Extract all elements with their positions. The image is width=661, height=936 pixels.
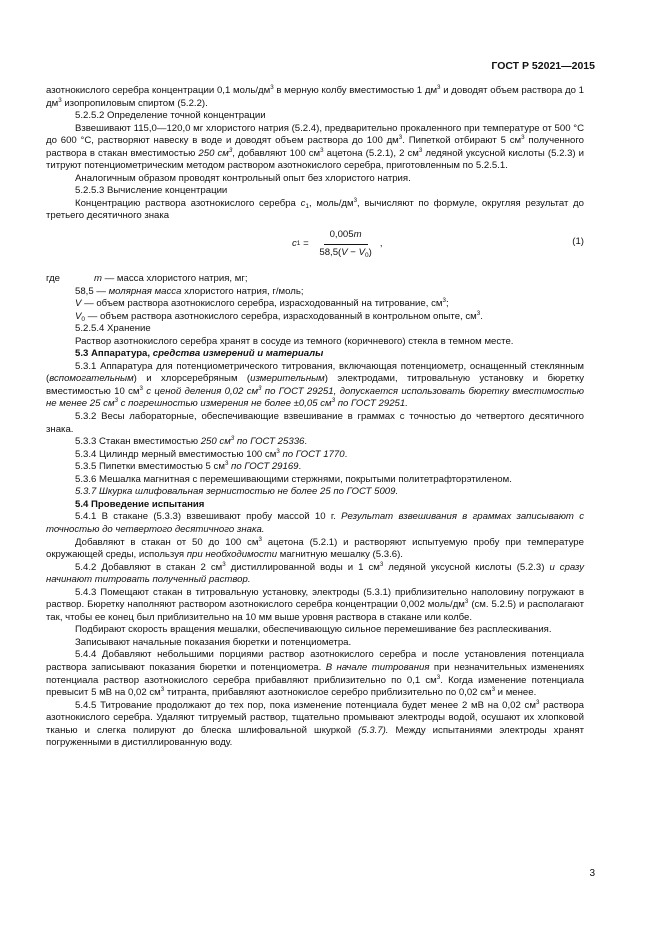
paragraph: 5.3.5 Пипетки вместимостью 5 $см^3$ по ГОСТ 29169. <box>75 460 302 473</box>
standard-header: ГОСТ Р 52021—2015 <box>491 60 595 72</box>
paragraph: Добавляют в стакан от 50 до 100 $см^3$ ацетона (5.2.1) и растворяют испытуемую пробу при температуре окружающей среды, используя при необходимости магнитную мешалку (5.3.6). <box>46 535 584 561</box>
paragraph: Взвешивают 115,0—120,0 мг хлористого натрия (5.2.4), предварительно прокаленного при температуре от 500 °С до 600 °С, растворяют навеску в воде и доводят объем раствора до 100 $дм^3$. Пипеткой отбирают 5 $см^3$ полученного раствора в стакан вместимостью 250 $см^3$, добавляют 100 $см^3$ ацетона (5.2.1), 2 $см^3$ ледяной уксусной кислоты (5.2.3) и титруют потенциометрическим методом раствором азотнокислого серебра, приготовленным по 5.2.5.1. <box>46 122 585 172</box>
paragraph: 5.4.3 Помещают стакан в титровальную установку, электроды (5.3.1) приблизительно наполовину погружают в раствор. Бюретку наполняют раствором азотнокислого серебра концентрации 0,002 моль/$дм^3$ (см. 5.2.5) и располагают так, чтобы ее конец был приблизительно на 10 мм выше уровня раствора в стакане или колбе. <box>46 586 585 623</box>
paragraph: Записывают начальные показания бюретки и потенциометра. <box>75 636 352 648</box>
paragraph: 5.3.3 Стакан вместимостью 250 $см^3$ по ГОСТ 25336. <box>75 435 308 448</box>
paragraph: 5.4.5 Титрование продолжают до тех пор, пока изменение потенциала будет менее 2 мВ на 0,02 $см^3$ раствора азотнокислого серебра. Удаляют титруемый раствор, тщательно промывают электроды водой, осушают их хлопковой тканью и слегка полируют до блеска шлифовальной шкуркой (5.3.7). Между испытаниями электроды хранят погруженными в дистиллированную воду. <box>46 698 584 749</box>
paragraph: 5.3.4 Цилиндр мерный вместимостью 100 $см^3$ по ГОСТ 1770. <box>75 447 348 460</box>
paragraph: 5.3.1 Аппаратура для потенциометрического титрования, включающая потенциометр, оснащенный стеклянным (вспомогательным) и хлорсеребряным (измерительным) электродами, титровальную установку и бюретку вместимостью 10 $см^3$ с ценой деления 0,02 $см^3$ по ГОСТ 29251, допускается использовать бюретку вместимостью не менее 25 $см^3$ с погрешностью измерения не более ±0,05 $см^3$ по ГОСТ 29251. <box>46 360 585 410</box>
paragraph: Концентрацию раствора азотнокислого серебра $с_1$, моль/$дм^3$, вычисляют по формуле, округляя результат до третьего десятичного знака <box>46 196 584 222</box>
paragraph: 5.4.4 Добавляют небольшими порциями раствор азотнокислого серебра и после установления потенциала раствора записывают показания бюретки и потенциометра. В начале титрования при незначительных изменениях потенциала раствор азотнокислого серебра прибавляют приблизительно по 0,1 $см^3$. Когда изменение потенциала превысит 5 мВ на 0,02 $см^3$ титранта, прибавляют азотнокислое серебро приблизительно по 0,02 $см^3$ и менее. <box>46 649 584 699</box>
paragraph: 5.3.6 Мешалка магнитная с перемешивающими стержнями, покрытыми политетрафторэтиленом. <box>75 473 512 485</box>
paragraph: 5.4.1 В стакане (5.3.3) взвешивают пробу массой 10 г. Результат взвешивания в граммах записывают с точностью до четвертого десятичного знака. <box>46 511 584 535</box>
formula-fraction: $\frac{0,005m}{58,5(V - V_0)}$ <box>319 229 372 259</box>
paragraph: Раствор азотнокислого серебра хранят в сосуде из темного (коричневого) стекла в темном месте. <box>75 335 514 347</box>
formula-1 <box>46 227 584 267</box>
formula-expression: c 1 = $\frac{0,005m}{58,5(V - V_0)}$ , <box>292 229 383 259</box>
definitions-where: где m — масса хлористого натрия, мг; <box>46 273 248 285</box>
paragraph: азотнокислого серебра концентрации 0,1 моль/$дм^3$ в мерную колбу вместимостью 1 $дм^3$ и доводят объем раствора до 1 $дм^3$ изопропиловым спиртом (5.2.2). <box>46 84 584 109</box>
document-body <box>46 85 584 750</box>
paragraph: 5.4.2 Добавляют в стакан 2 $см^3$ дистиллированной воды и 1 $см^3$ ледяной уксусной кислоты (5.2.3) и сразу начинают титровать полученный раствор. <box>46 560 584 586</box>
definition-item: $V_0$ — объем раствора азотнокислого серебра, израсходованный в контрольном опыте, $см^3$. <box>75 309 483 323</box>
section-heading-5-4: 5.4 Проведение испытания <box>75 498 205 510</box>
paragraph: Аналогичным образом проводят контрольный опыт без хлористого натрия. <box>75 172 411 184</box>
formula-number: (1) <box>572 236 584 248</box>
page-number: 3 <box>589 868 595 879</box>
paragraph: 5.3.7 Шкурка шлифовальная зернистостью не более 25 по ГОСТ 5009. <box>75 486 399 498</box>
section-heading-5-3: 5.3 Аппаратура, средства измерений и материалы <box>75 348 324 360</box>
section-heading-5-2-5-2: 5.2.5.2 Определение точной концентрации <box>75 110 266 122</box>
paragraph: 5.3.2 Весы лабораторные, обеспечивающие взвешивание в граммах с точностью до четвертого десятичного знака. <box>46 411 584 435</box>
definition-item: 58,5 — молярная масса хлористого натрия, г/моль; <box>75 285 304 297</box>
section-heading-5-2-5-4: 5.2.5.4 Хранение <box>75 323 151 335</box>
definition-item: V — объем раствора азотнокислого серебра, израсходованный на титрование, $см^3$; <box>75 297 449 310</box>
paragraph: Подбирают скорость вращения мешалки, обеспечивающую сильное перемешивание без расплескивания. <box>75 624 552 636</box>
section-heading-5-2-5-3: 5.2.5.3 Вычисление концентрации <box>75 185 228 197</box>
